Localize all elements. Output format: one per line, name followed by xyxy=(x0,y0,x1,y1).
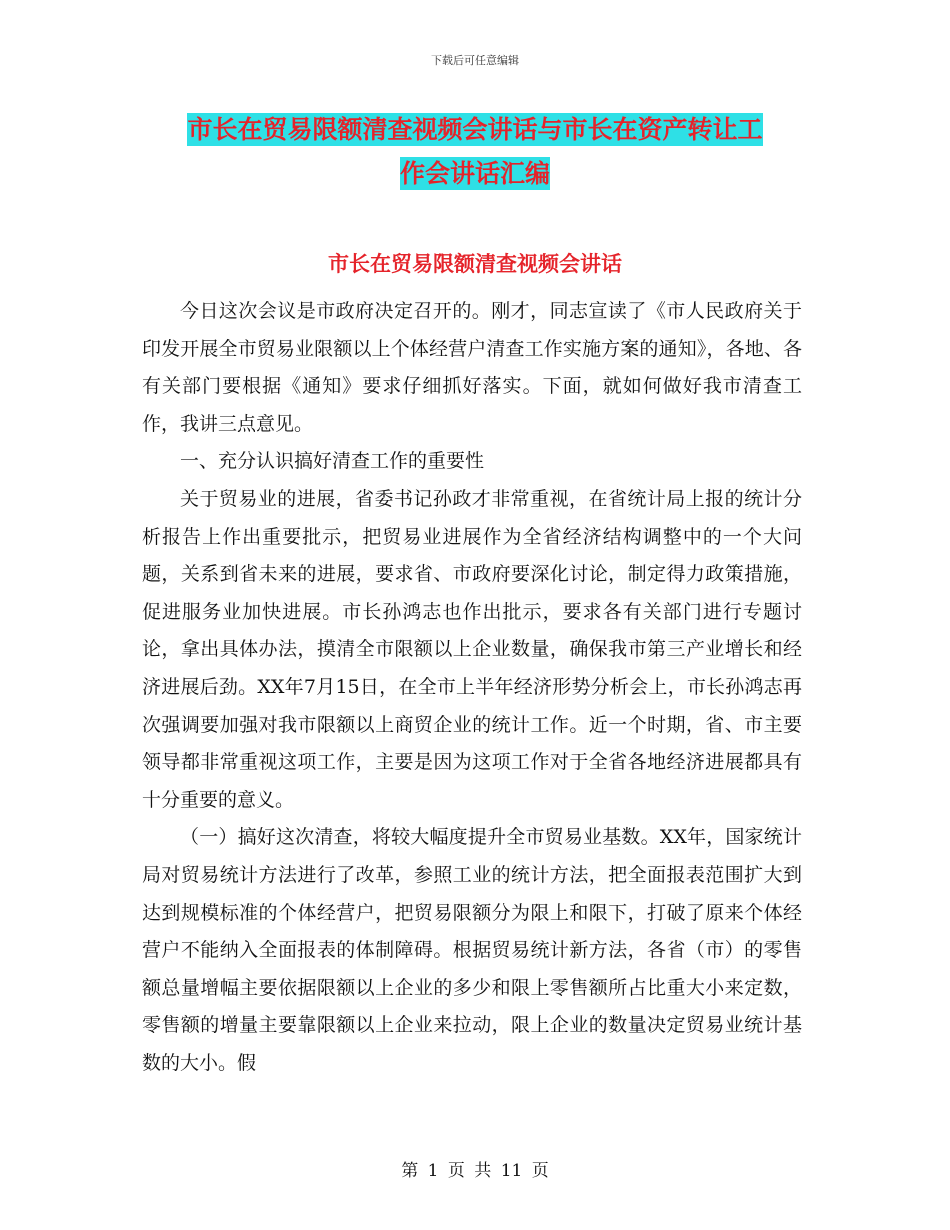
document-body xyxy=(142,293,802,1082)
title-line-1: 市长在贸易限额清查视频会讲话与市长在资产转让工 xyxy=(187,115,763,144)
title-line-2: 作会讲话汇编 xyxy=(399,159,550,188)
page-header-note: 下载后可任意编辑 xyxy=(431,54,519,67)
page-footer: 第 1 页 共 11 页 xyxy=(401,1161,549,1181)
section-heading-1: 一、充分认识搞好清查工作的重要性 xyxy=(180,450,485,473)
section-title: 市长在贸易限额清查视频会讲话 xyxy=(328,252,622,276)
document-title xyxy=(140,108,810,196)
paragraph-intro: 今日这次会议是市政府决定召开的。刚才，同志宣读了《市人民政府关于印发开展全市贸易业限额以上个体经营户清查工作实施方案的通知》，各地、各有关部门要根据《通知》要求仔细抓好落实。下面，就如何做好我市清查工作，我讲三点意见。 xyxy=(142,300,802,435)
paragraph-background: 关于贸易业的进展，省委书记孙政才非常重视，在省统计局上报的统计分析报告上作出重要批示，把贸易业进展作为全省经济结构调整中的一个大问题，关系到省未来的进展，要求省、市政府要深化讨论，制定得力政策措施，促进服务业加快进展。市长孙鸿志也作出批示，要求各有关部门进行专题讨论，拿出具体办法，摸清全市限额以上企业数量，确保我市第三产业增长和经济进展后劲。XX年7月15日，在全市上半年经济形势分析会上，市长孙鸿志再次强调要加强对我市限额以上商贸企业的统计工作。近一个时期，省、市主要领导都非常重视这项工作，主要是因为这项工作对于全省各地经济进展都具有十分重要的意义。 xyxy=(142,487,802,811)
paragraph-point-1: （一）搞好这次清查，将较大幅度提升全市贸易业基数。XX年，国家统计局对贸易统计方法进行了改革，参照工业的统计方法，把全面报表范围扩大到达到规模标准的个体经营户，把贸易限额分为限上和限下，打破了原来个体经营户不能纳入全面报表的体制障碍。根据贸易统计新方法，各省（市）的零售额总量增幅主要依据限额以上企业的多少和限上零售额所占比重大小来定数，零售额的增量主要靠限额以上企业来拉动，限上企业的数量决定贸易业统计基数的大小。假 xyxy=(142,826,802,1074)
